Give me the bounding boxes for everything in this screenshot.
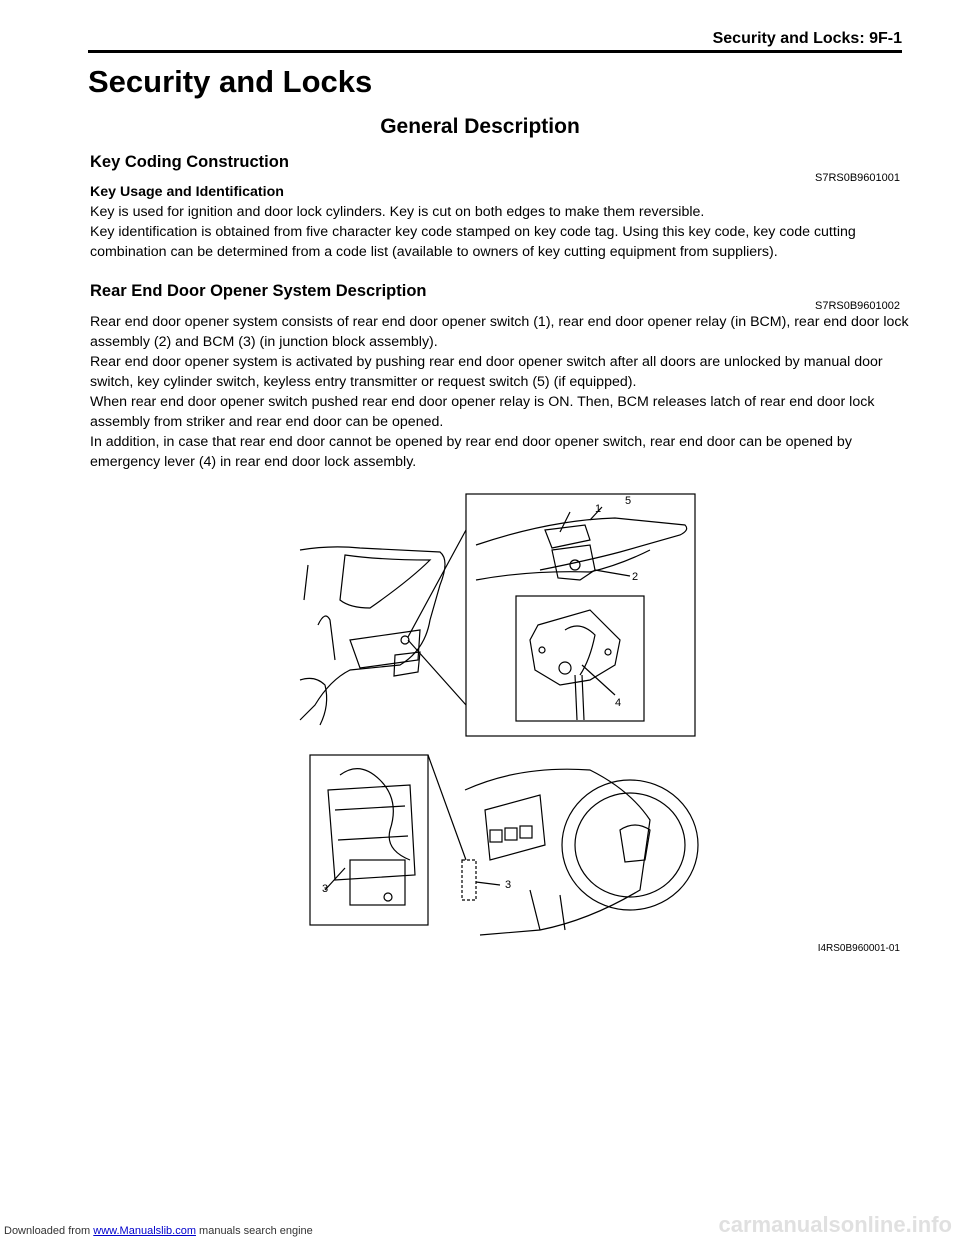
- header-section-page: Security and Locks: 9F-1: [712, 30, 902, 47]
- callout-1: 1: [595, 503, 602, 515]
- page-title: Security and Locks: [88, 64, 373, 99]
- system-diagram: [290, 490, 710, 940]
- callout-4: 4: [615, 697, 622, 709]
- footer-suffix: manuals search engine: [195, 1225, 313, 1237]
- watermark: carmanualsonline.info: [718, 1212, 952, 1237]
- key-coding-line: Key identification is obtained from five character key code stamped on key code tag. Using this key code, key code cutting combination can be determined from a code list (available to owners of key cutting equipment from suppliers).: [90, 224, 856, 260]
- footer-prefix: Downloaded from: [4, 1225, 94, 1237]
- rear-door-line: Rear end door opener system consists of rear end door opener switch (1), rear end door opener relay (in BCM), rear end door lock assembly (2) and BCM (3) (in junction block assembly).: [90, 314, 909, 350]
- key-coding-line: Key is used for ignition and door lock cylinders. Key is cut on both edges to make them reversible.: [90, 204, 705, 220]
- rear-door-line: When rear end door opener switch pushed rear end door opener relay is ON. Then, BCM releases latch of rear end door lock assembly from striker and rear end door can be opened.: [90, 394, 875, 430]
- rear-door-body: [90, 312, 910, 472]
- key-coding-body: [90, 182, 910, 262]
- section-title: General Description: [380, 115, 580, 138]
- key-coding-code: S7RS0B9601001: [814, 172, 900, 184]
- rear-door-code: S7RS0B9601002: [814, 300, 900, 312]
- manualslib-link[interactable]: www.Manualslib.com: [93, 1225, 196, 1237]
- rear-door-line: Rear end door opener system is activated by pushing rear end door opener switch after all doors are unlocked by manual door switch, key cylinder switch, keyless entry transmitter or request switch (5) (if equipped).: [90, 354, 883, 390]
- callout-3-bcm: 3: [322, 883, 329, 895]
- callout-5: 5: [625, 495, 632, 507]
- figure-id: I4RS0B960001-01: [817, 943, 900, 954]
- key-coding-heading: Key Coding Construction: [90, 153, 289, 171]
- callout-2: 2: [632, 571, 639, 583]
- footer: [4, 1225, 313, 1237]
- callout-3-dash: 3: [505, 879, 512, 891]
- rear-door-line: In addition, in case that rear end door cannot be opened by rear end door opener switch, rear end door can be opened by emergency lever (4) in rear end door lock assembly.: [90, 434, 852, 470]
- header-rule: [88, 50, 902, 53]
- key-usage-subheading: Key Usage and Identification: [90, 184, 284, 200]
- rear-door-heading: Rear End Door Opener System Description: [90, 282, 427, 300]
